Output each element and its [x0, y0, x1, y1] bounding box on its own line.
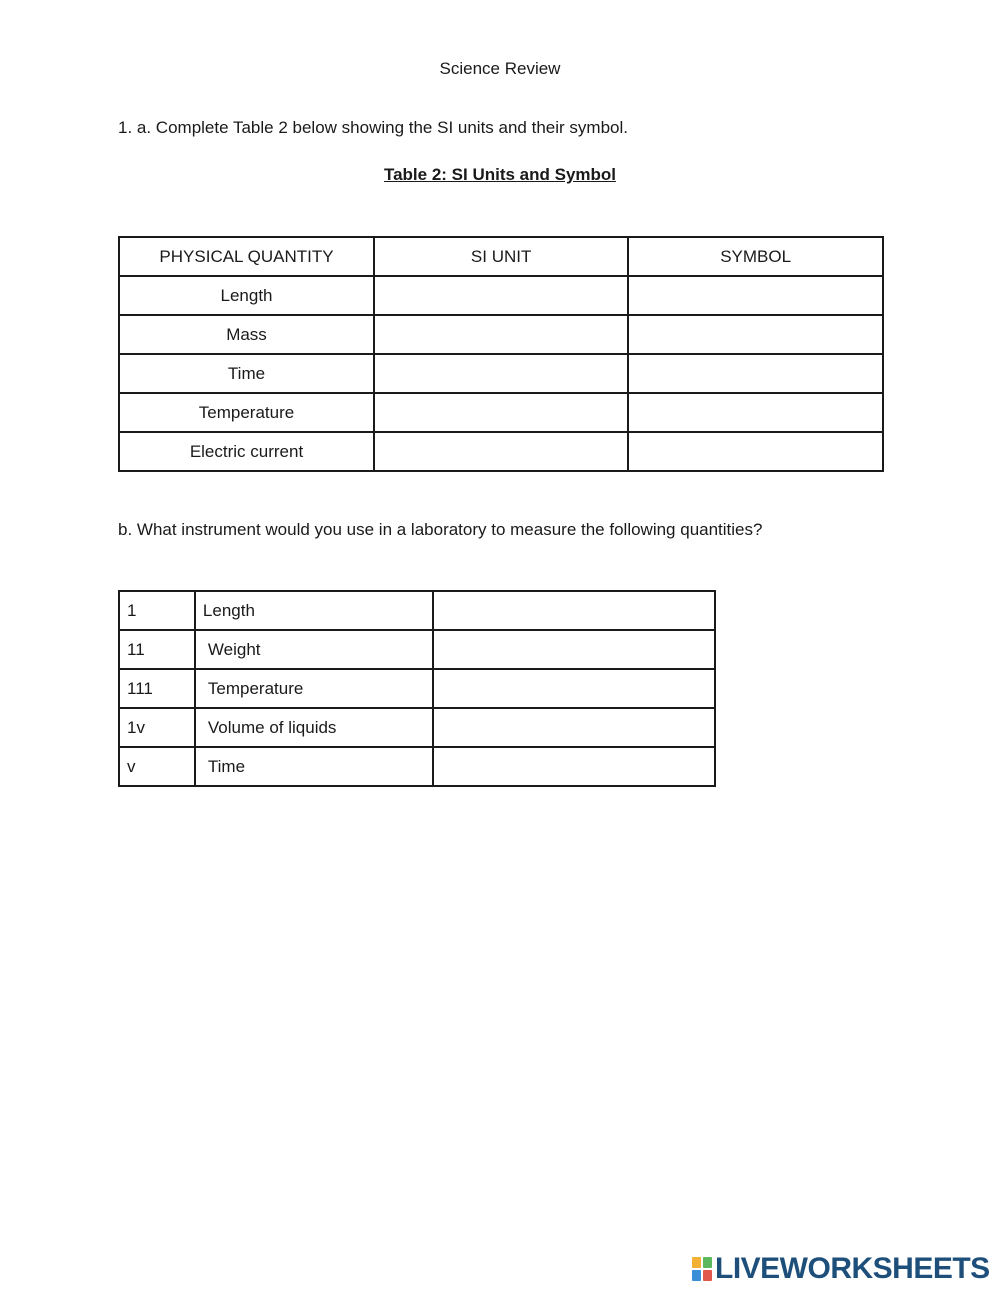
table-row — [119, 393, 883, 432]
table-row — [119, 354, 883, 393]
header-physical-quantity: PHYSICAL QUANTITY — [119, 237, 374, 276]
quantity-cell: Temperature — [119, 393, 374, 432]
table-caption: Table 2: SI Units and Symbol — [383, 165, 617, 184]
quantity-cell: Electric current — [119, 432, 374, 471]
question-b-text: b. What instrument would you use in a laboratory to measure the following quantities? — [118, 520, 763, 539]
symbol-answer-cell[interactable] — [628, 276, 883, 315]
table-header-row — [119, 237, 883, 276]
logo-tile — [703, 1270, 712, 1281]
table-row — [119, 747, 715, 786]
brand-logo — [692, 1252, 990, 1286]
instrument-answer-cell[interactable] — [433, 708, 715, 747]
symbol-answer-cell[interactable] — [628, 315, 883, 354]
logo-tile — [703, 1257, 712, 1268]
quantity-cell: Length — [195, 591, 433, 630]
symbol-answer-cell[interactable] — [628, 393, 883, 432]
logo-tile — [692, 1270, 701, 1281]
row-number: 1v — [119, 708, 195, 747]
symbol-answer-cell[interactable] — [628, 354, 883, 393]
quantity-cell: Volume of liquids — [195, 708, 433, 747]
table-row — [119, 708, 715, 747]
si-unit-answer-cell[interactable] — [374, 393, 628, 432]
row-number: 1 — [119, 591, 195, 630]
quantity-cell: Weight — [195, 630, 433, 669]
row-number: 11 — [119, 630, 195, 669]
quantity-cell: Mass — [119, 315, 374, 354]
table-row — [119, 669, 715, 708]
instrument-answer-cell[interactable] — [433, 747, 715, 786]
row-number: v — [119, 747, 195, 786]
quantity-cell: Time — [195, 747, 433, 786]
instrument-answer-cell[interactable] — [433, 669, 715, 708]
si-unit-answer-cell[interactable] — [374, 315, 628, 354]
row-number: 111 — [119, 669, 195, 708]
brand-name: LIVEWORKSHEETS — [715, 1252, 990, 1285]
table-row — [119, 630, 715, 669]
instrument-table — [118, 590, 716, 787]
quantity-cell: Time — [119, 354, 374, 393]
table-row — [119, 591, 715, 630]
logo-tile — [692, 1257, 701, 1268]
quantity-cell: Temperature — [195, 669, 433, 708]
si-unit-answer-cell[interactable] — [374, 432, 628, 471]
table-row — [119, 276, 883, 315]
header-symbol: SYMBOL — [628, 237, 883, 276]
instrument-answer-cell[interactable] — [433, 591, 715, 630]
si-unit-answer-cell[interactable] — [374, 276, 628, 315]
quantity-cell: Length — [119, 276, 374, 315]
header-si-unit: SI UNIT — [374, 237, 628, 276]
instrument-answer-cell[interactable] — [433, 630, 715, 669]
symbol-answer-cell[interactable] — [628, 432, 883, 471]
si-unit-answer-cell[interactable] — [374, 354, 628, 393]
table-row — [119, 315, 883, 354]
si-units-table — [118, 236, 884, 472]
liveworksheets-logo-icon — [692, 1257, 712, 1281]
page-title: Science Review — [439, 59, 561, 78]
table-row — [119, 432, 883, 471]
question-a-text: 1. a. Complete Table 2 below showing the SI units and their symbol. — [118, 118, 628, 137]
